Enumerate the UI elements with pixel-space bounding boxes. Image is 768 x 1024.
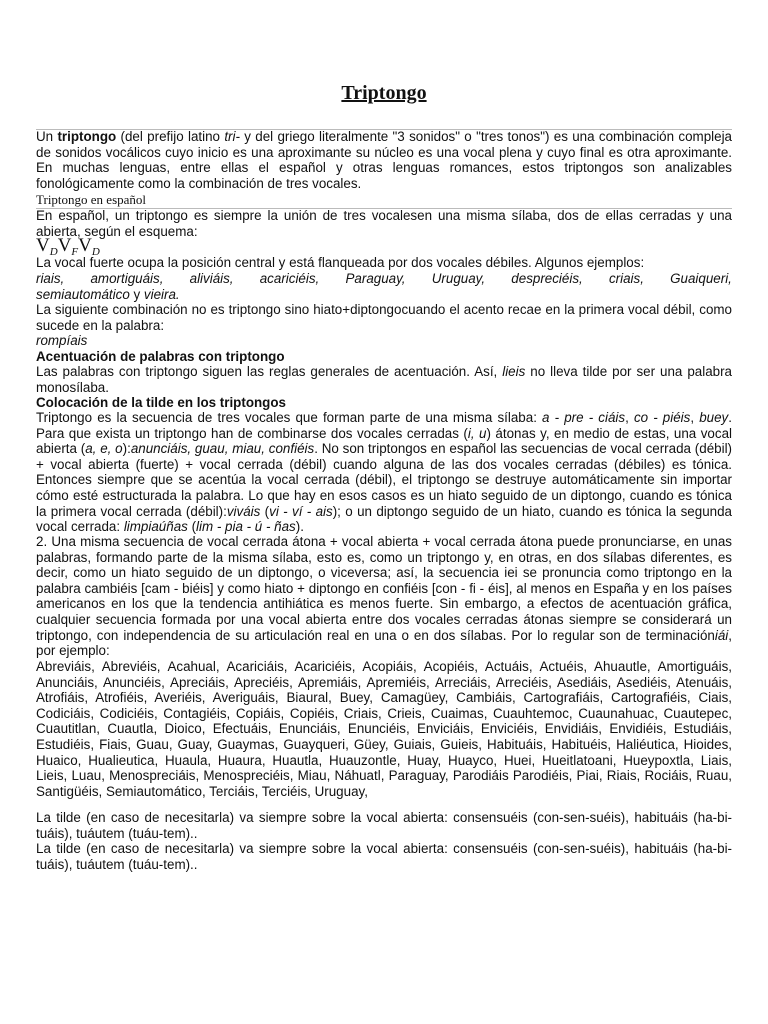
example-word: Guaiqueri, (670, 271, 732, 286)
hiatus-paragraph: La siguiente combinación no es triptongo sino hiato+diptongocuando el acento recae en la primera vocal débil, como sucede en la palabra: (36, 302, 732, 333)
page-title: Triptongo (341, 82, 427, 104)
final-note-1: La tilde (en caso de necesitarla) va siempre sobre la vocal abierta: consensuéis (con-sen-suéis), habituáis (ha-bi-tuáis), tuáutem (tuáu-tem).. (36, 810, 732, 841)
heading-tilde: Colocación de la tilde en los triptongos (36, 395, 286, 410)
section-heading-spanish: Triptongo en español (36, 192, 147, 207)
example-word: Uruguay, (431, 271, 486, 286)
final-note-2: La tilde (en caso de necesitarla) va siempre sobre la vocal abierta: consensuéis (con-sen-suéis), habituáis (ha-bi-tuáis), tuáutem (tuáu-tem).. (36, 841, 732, 872)
strong-vowel-paragraph: La vocal fuerte ocupa la posición central y está flanqueada por dos vocales débiles. Algunos ejemplos: (36, 255, 645, 270)
tilde-paragraph: Triptongo es la secuencia de tres vocales que forman parte de una misma sílaba: a - pre - ciáis, co - piéis, buey. Para que exista un triptongo han de combinarse dos vocales cerradas (i, u) átonas y, en medio de estas, una vocal abierta (a, e, o):anunciáis, guau, miau, confiéis. No son triptongos en español las secuencias de vocal cerrada (débil) + vocal abierta (fuerte) + vocal cerrada (débil) cuando alguna de las dos vocales cerradas (débiles) es tónica. Entonces siempre que se acentúa la vocal cerrada (débil), el triptongo se destruye automáticamente sin importar cómo esté estructurada la palabra. Lo que hay en esos casos es un hiato seguido de un diptongo, cuando es tónica la primera vocal cerrada (débil):viváis (vi - ví - ais); o un diptongo seguido de un hiato, cuando es tónica la segunda vocal cerrada: limpiaúñas (lim - pia - ú - ñas). (36, 410, 732, 535)
second-rule-paragraph: 2. Una misma secuencia de vocal cerrada átona + vocal abierta + vocal cerrada átona puede pronunciarse, en unas palabras, formando parte de la misma sílaba, esto es, como un triptongo y, en otras, en dos sílabas diferentes, es decir, como un hiato seguido de un diptongo, o viceversa; así, la secuencia iei se pronuncia como triptongo en la palabra cambiéis [cam - biéis] y como hiato + diptongo en confiéis [con - fi - éis], al menos en España y en los países americanos en los que la tendencia antihiática es menos fuerte. Sin embargo, a efectos de acentuación gráfica, cualquier secuencia formada por una vocal abierta entre dos vocales cerradas átonas siempre se considerará un triptongo, con independencia de su articulación real en una o en dos sílabas. Por lo regular son de terminacióniái, por ejemplo: (36, 534, 732, 659)
word-list-paragraph: Abreviáis, Abreviéis, Acahual, Acariciáis, Acariciéis, Acopiáis, Acopiéis, Actuáis, Actuéis, Ahuautle, Amortiguáis, Anunciáis, Anunciéis, Apreciáis, Apreciéis, Apremiáis, Apremiéis, Arreciáis, Arreciéis, Asediáis, Asediéis, Atenuáis, Atrofiáis, Atrofiéis, Averiéis, Averiguáis, Biaural, Buey, Camagüey, Cambiáis, Cartografiáis, Cartografiéis, Ciais, Codiciáis, Codiciéis, Contagiéis, Copiáis, Copiéis, Criais, Crieis, Cuaimas, Cuauhtemoc, Cuaunahuac, Cuautepec, Cuautitlan, Cuautla, Dioico, Efectuáis, Enunciáis, Enunciéis, Enviciáis, Enviciéis, Envidiáis, Envidiéis, Estudiáis, Estudiéis, Fiais, Guau, Guay, Guaymas, Guayqueri, Güey, Guiais, Guieis, Habituáis, Habituéis, Haliéutica, Hioides, Huaico, Hualieutica, Huaula, Huaura, Huautla, Huauzontle, Huay, Huayco, Huei, Hueitlatoani, Hueypoxtla, Liais, Lieis, Luau, Menospreciáis, Menospreciéis, Miau, Náhuatl, Paraguay, Parodiáis Parodiéis, Piai, Riais, Rociáis, Ruau, Santigüéis, Semiautomático, Terciáis, Terciéis, Uruguay, (36, 659, 732, 799)
spanish-paragraph: En español, un triptongo es siempre la unión de tres vocalesen una misma sílaba, dos de ellas cerradas y una abierta, según el esquema: (36, 208, 732, 239)
example-word: riais, (36, 271, 65, 286)
examples-row (36, 271, 732, 287)
intro-paragraph: Un triptongo (del prefijo latino tri- y del griego literalmente "3 sonidos" o "tres tonos") es una combinación compleja de sonidos vocálicos cuyo inicio es una aproximante su núcleo es una vocal plena y cuyo final es otra aproximante. En muchas lenguas, entre ellas el español y otras lenguas romances, estos triptongos son analizables fonológicamente como la combinación de tres vocales. (36, 129, 732, 191)
example-word: aliviáis, (189, 271, 234, 286)
accentuation-paragraph: Las palabras con triptongo siguen las reglas generales de acentuación. Así, lieis no lleva tilde por ser una palabra monosílaba. (36, 364, 732, 395)
hiatus-example: rompíais (36, 333, 88, 348)
example-word: amortiguáis, (90, 271, 164, 286)
example-word: Paraguay, (345, 271, 406, 286)
example-word: despreciéis, (511, 271, 583, 286)
heading-accentuation: Acentuación de palabras con triptongo (36, 349, 285, 364)
example-word: acariciéis, (259, 271, 320, 286)
examples-last-line: semiautomático y vieira. (36, 287, 180, 302)
example-word: criais, (608, 271, 644, 286)
vowel-schema-formula: $V_DV_FV_D$ (36, 235, 100, 258)
